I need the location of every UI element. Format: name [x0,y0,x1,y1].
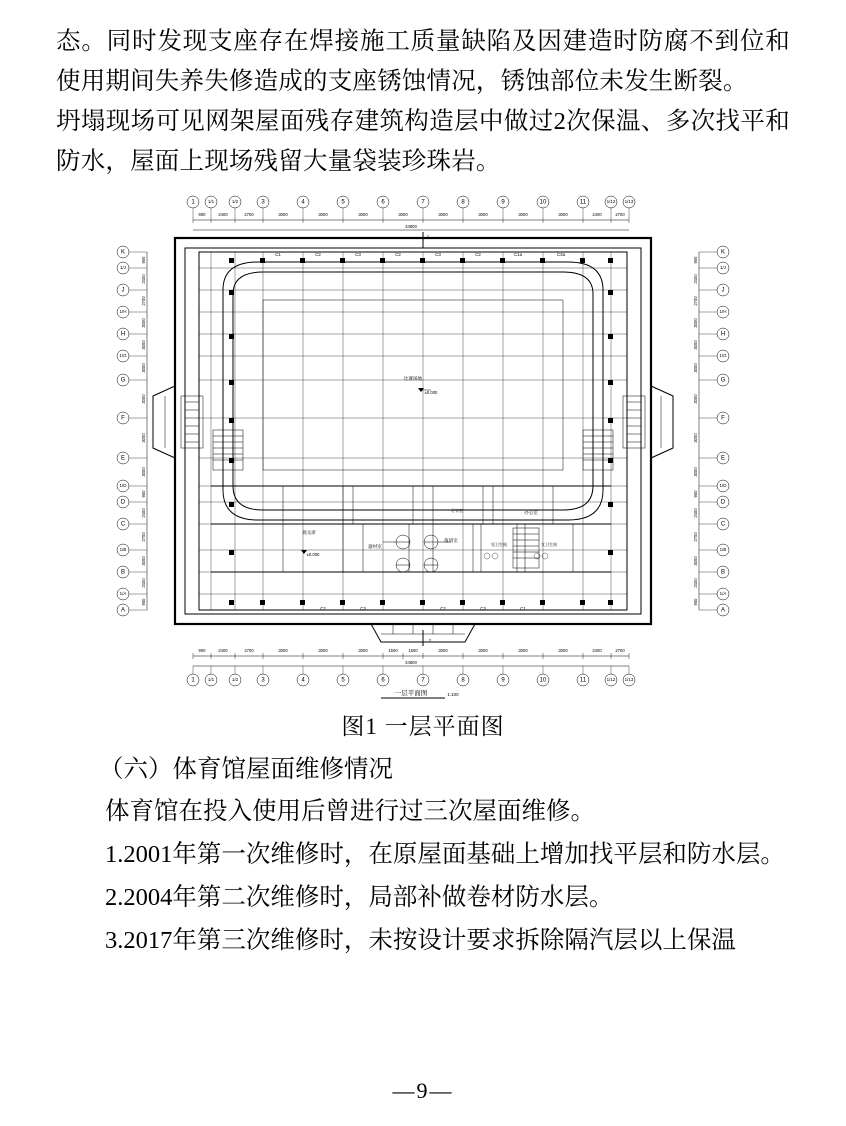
svg-text:5: 5 [341,199,345,206]
top-dimension-line [193,208,629,230]
body-paragraph-1: 体育馆在投入使用后曾进行过三次屋面维修。 [105,798,595,825]
svg-text:8: 8 [461,677,465,684]
body-paragraph-4: 3.2017年第三次维修时，未按设计要求拆除隔汽层以上保温 [105,927,736,954]
svg-text:2700: 2700 [615,212,625,217]
svg-text:J: J [121,287,125,294]
svg-text:1/G: 1/G [119,353,127,359]
svg-text:1/13: 1/13 [624,199,634,205]
svg-text:6: 6 [381,199,385,206]
paragraph-1: 态。同时发现支座存在焊接施工质量缺陷及因建造时防腐不到位和使用期间失养失修造成的支座锈蚀情况，锈蚀部位未发生断裂。 [56,28,790,95]
svg-text:1: 1 [191,677,195,684]
svg-text:3000: 3000 [693,556,698,566]
svg-text:1: 1 [426,234,430,239]
svg-text:1/2: 1/2 [231,677,239,683]
svg-text:3000: 3000 [518,212,528,217]
room-label-field: 比赛场地 [403,376,423,381]
svg-text:G: G [720,377,726,384]
svg-text:C2: C2 [320,606,326,611]
svg-text:2400: 2400 [141,508,146,518]
section-heading: （六）体育馆屋面维修情况 [99,756,393,783]
svg-text:900: 900 [141,256,146,264]
section-mark-2 [423,630,432,646]
svg-text:4: 4 [301,199,305,206]
svg-text:3000: 3000 [141,340,146,350]
svg-text:3000: 3000 [278,212,288,217]
svg-text:7: 7 [421,199,425,206]
svg-text:±0.000: ±0.000 [306,552,320,557]
svg-text:2400: 2400 [693,274,698,284]
svg-text:1/A: 1/A [119,591,127,597]
column-row-bottom [229,600,613,605]
left-entry-projection [153,386,203,458]
svg-text:900: 900 [693,256,698,264]
svg-text:1/J: 1/J [719,265,727,271]
svg-text:C1: C1 [520,606,526,611]
drawing-title: 一层平面图 [394,690,428,697]
svg-text:C2: C2 [315,252,321,257]
svg-text:1500: 1500 [388,648,398,653]
svg-text:1/1: 1/1 [207,677,215,683]
svg-text:9: 9 [501,199,505,206]
svg-text:B: B [120,569,126,576]
svg-text:1/B: 1/B [719,547,727,553]
svg-text:5: 5 [341,677,345,684]
svg-text:H: H [120,331,126,338]
svg-text:3000: 3000 [693,467,698,477]
svg-text:1/J: 1/J [119,265,127,271]
svg-text:2400: 2400 [592,648,602,653]
svg-text:H: H [720,331,726,338]
svg-text:3000: 3000 [693,340,698,350]
svg-text:3000: 3000 [141,394,146,404]
svg-text:1/A: 1/A [719,591,727,597]
body-paragraph-3: 2.2004年第二次维修时，局部补做卷材防水层。 [105,884,614,911]
column-tags-top [275,252,565,257]
svg-text:C2: C2 [440,606,446,611]
svg-text:6: 6 [381,677,385,684]
svg-text:J: J [721,287,725,294]
paragraph-2: 坍塌现场可见网架屋面残存建筑构造层中做过2次保温、多次找平和防水，屋面上现场残留大量袋装珍珠岩。 [56,108,790,175]
svg-text:3000: 3000 [141,318,146,328]
svg-text:2700: 2700 [693,532,698,542]
svg-text:2400: 2400 [218,212,228,217]
room-label-changing: 更衣室 [451,508,463,513]
svg-text:E: E [720,455,726,462]
svg-text:34800: 34800 [405,224,417,229]
svg-text:1/D: 1/D [119,483,127,489]
svg-text:9: 9 [501,677,505,684]
svg-text:C: C [120,521,126,528]
room-label-duty: 值班室 [444,538,458,543]
svg-text:3000: 3000 [438,648,448,653]
arena-concourse [223,262,603,520]
svg-text:3000: 3000 [141,363,146,373]
svg-text:1/H: 1/H [119,309,127,315]
room-label-equip: 器材室 [368,544,382,549]
svg-text:11: 11 [579,677,587,684]
room-label-seating: 观众席 [302,530,316,535]
svg-text:2400: 2400 [218,648,228,653]
svg-text:1/1: 1/1 [207,199,215,205]
svg-text:2700: 2700 [693,296,698,306]
svg-text:11: 11 [579,199,587,206]
svg-text:A: A [120,607,126,614]
top-axis-grid [187,196,635,208]
svg-text:3000: 3000 [358,212,368,217]
svg-text:3000: 3000 [438,212,448,217]
svg-text:B: B [720,569,726,576]
svg-text:1/13: 1/13 [624,677,634,683]
svg-text:4: 4 [301,677,305,684]
svg-text:3000: 3000 [693,394,698,404]
elevation-markers [301,550,320,557]
svg-text:K: K [720,249,726,256]
section-mark-1 [423,232,430,248]
svg-text:E: E [120,455,126,462]
right-axis-grid [693,246,729,616]
drawing-scale: 1:100 [447,692,459,697]
svg-text:2700: 2700 [244,648,254,653]
svg-text:3: 3 [261,677,265,684]
svg-text:900: 900 [141,598,146,606]
room-label-female-wc: 女卫生间 [541,542,557,547]
svg-text:C3a: C3a [556,252,566,257]
entrance-doors [383,535,451,572]
page-number: —9— [392,1078,454,1103]
svg-text:3000: 3000 [478,648,488,653]
svg-text:G: G [120,377,126,384]
svg-text:3000: 3000 [693,318,698,328]
svg-text:7: 7 [421,677,425,684]
svg-text:3000: 3000 [558,648,568,653]
svg-text:3000: 3000 [318,648,328,653]
svg-text:3000: 3000 [398,212,408,217]
svg-text:1/D: 1/D [719,483,727,489]
svg-text:900: 900 [693,490,698,498]
svg-text:1/12: 1/12 [606,199,616,205]
figure-caption: 图1 一层平面图 [341,714,505,739]
svg-text:3000: 3000 [141,433,146,443]
svg-text:C1: C1 [275,252,281,257]
svg-text:900: 900 [141,490,146,498]
svg-text:3000: 3000 [558,212,568,217]
stair-right [583,430,613,470]
svg-text:2700: 2700 [244,212,254,217]
svg-text:10: 10 [539,199,547,206]
svg-text:C3: C3 [360,606,366,611]
svg-text:3000: 3000 [693,433,698,443]
svg-text:2400: 2400 [693,508,698,518]
svg-text:900: 900 [198,648,206,653]
svg-text:900: 900 [198,212,206,217]
svg-text:C: C [720,521,726,528]
svg-text:1/G: 1/G [719,353,727,359]
svg-text:F: F [121,415,125,422]
right-entry-projection [623,386,673,458]
svg-text:C3: C3 [435,252,441,257]
bottom-axis-grid [187,666,635,686]
svg-text:2400: 2400 [141,578,146,588]
svg-text:C1a: C1a [513,252,523,257]
svg-text:3000: 3000 [318,212,328,217]
svg-text:3000: 3000 [141,556,146,566]
column-row-right [608,290,613,555]
svg-text:2700: 2700 [615,648,625,653]
building-outline [175,238,651,624]
svg-text:900: 900 [693,598,698,606]
svg-text:3000: 3000 [693,363,698,373]
room-label-office: 办公室 [524,510,538,515]
svg-text:8: 8 [461,199,465,206]
bottom-dimension-line [193,648,629,666]
svg-text:C3: C3 [480,606,486,611]
svg-text:3: 3 [261,199,265,206]
svg-text:1: 1 [191,199,195,206]
room-label-male-wc: 男卫生间 [491,542,507,547]
svg-text:1500: 1500 [408,648,418,653]
left-axis-grid [117,246,147,616]
svg-text:2700: 2700 [141,296,146,306]
svg-text:C2: C2 [395,252,401,257]
svg-text:D: D [120,499,126,506]
body-paragraph-2: 1.2001年第一次维修时，在原屋面基础上增加找平层和防水层。 [105,841,785,868]
svg-text:3000: 3000 [278,648,288,653]
figure-block [56,190,790,744]
drawing-title-block [381,688,459,698]
svg-text:10: 10 [539,677,547,684]
svg-text:1/12: 1/12 [606,677,616,683]
svg-text:3000: 3000 [358,648,368,653]
svg-text:3000: 3000 [478,212,488,217]
svg-text:C3: C3 [355,252,361,257]
svg-text:A: A [720,607,726,614]
svg-text:2400: 2400 [592,212,602,217]
svg-text:1/2: 1/2 [231,199,239,205]
stair-left [213,430,243,470]
svg-text:3000: 3000 [141,467,146,477]
svg-text:D: D [720,499,726,506]
svg-text:C2: C2 [475,252,481,257]
floor-plan-drawing [113,190,733,700]
competition-field [263,300,563,470]
svg-text:2400: 2400 [693,578,698,588]
svg-text:2700: 2700 [141,532,146,542]
svg-text:2: 2 [428,638,432,643]
svg-text:1/B: 1/B [119,547,127,553]
svg-text:F: F [721,415,725,422]
svg-text:2400: 2400 [141,274,146,284]
svg-text:1/H: 1/H [719,309,727,315]
svg-text:±0.000: ±0.000 [424,390,438,395]
lower-rooms [211,486,611,572]
svg-text:K: K [120,249,126,256]
svg-text:3000: 3000 [518,648,528,653]
overall-dimension: 34800 [405,660,417,665]
